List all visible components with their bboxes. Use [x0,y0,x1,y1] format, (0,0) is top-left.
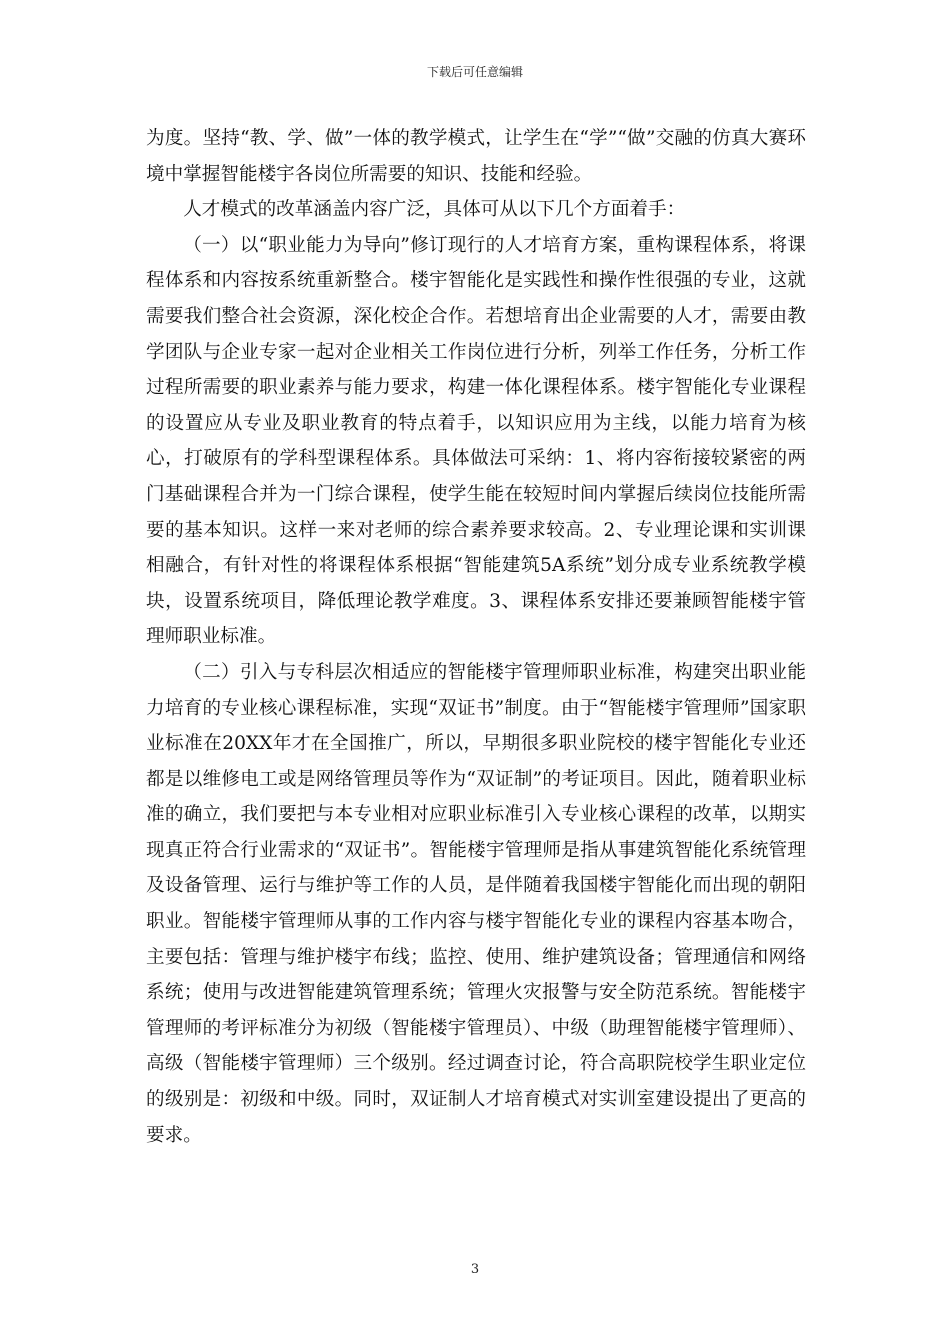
paragraph-section-two: （二）引入与专科层次相适应的智能楼宇管理师职业标准，构建突出职业能力培育的专业核心课程标准，实现“双证书”制度。由于“智能楼宇管理师”国家职业标准在20XX年才在全国推广，所以，早期很多职业院校的楼宇智能化专业还都是以维修电工或是网络管理员等作为“双证制”的考证项目。因此，随着职业标准的确立，我们要把与本专业相对应职业标准引入专业核心课程的改革，以期实现真正符合行业需求的“双证书”。智能楼宇管理师是指从事建筑智能化系统管理及设备管理、运行与维护等工作的人员，是伴随着我国楼宇智能化而出现的朝阳职业。智能楼宇管理师从事的工作内容与楼宇智能化专业的课程内容基本吻合，主要包括：管理与维护楼宇布线；监控、使用、维护建筑设备；管理通信和网络系统；使用与改进智能建筑管理系统；管理火灾报警与安全防范系统。智能楼宇管理师的考评标准分为初级（智能楼宇管理员）、中级（助理智能楼宇管理师）、高级（智能楼宇管理师）三个级别。经过调查讨论，符合高职院校学生职业定位的级别是：初级和中级。同时，双证制人才培育模式对实训室建设提出了更高的要求。 [146,661,806,1146]
paragraph-continuation: 为度。坚持“教、学、做”一体的教学模式，让学生在“学”“做”交融的仿真大赛环境中掌握智能楼宇各岗位所需要的知识、技能和经验。 [146,128,806,185]
document-body [146,121,806,1153]
page-header: 下载后可任意编辑 [426,65,523,79]
paragraph-intro: 人才模式的改革涵盖内容广泛，具体可从以下几个方面着手： [183,199,686,221]
paragraph-section-one: （一）以“职业能力为导向”修订现行的人才培育方案，重构课程体系，将课程体系和内容按系统重新整合。楼宇智能化是实践性和操作性很强的专业，这就需要我们整合社会资源，深化校企合作。若想培育出企业需要的人才，需要由教学团队与企业专家一起对企业相关工作岗位进行分析，列举工作任务，分析工作过程所需要的职业素养与能力要求，构建一体化课程体系。楼宇智能化专业课程的设置应从专业及职业教育的特点着手，以知识应用为主线，以能力培育为核心，打破原有的学科型课程体系。具体做法可采纳：1、将内容衔接较紧密的两门基础课程合并为一门综合课程，使学生能在较短时间内掌握后续岗位技能所需要的基本知识。这样一来对老师的综合素养要求较高。2、专业理论课和实训课相融合，有针对性的将课程体系根据“智能建筑5A系统”划分成专业系统教学模块，设置系统项目，降低理论教学难度。3、课程体系安排还要兼顾智能楼宇管理师职业标准。 [146,234,806,648]
page-number: 3 [470,1262,480,1277]
